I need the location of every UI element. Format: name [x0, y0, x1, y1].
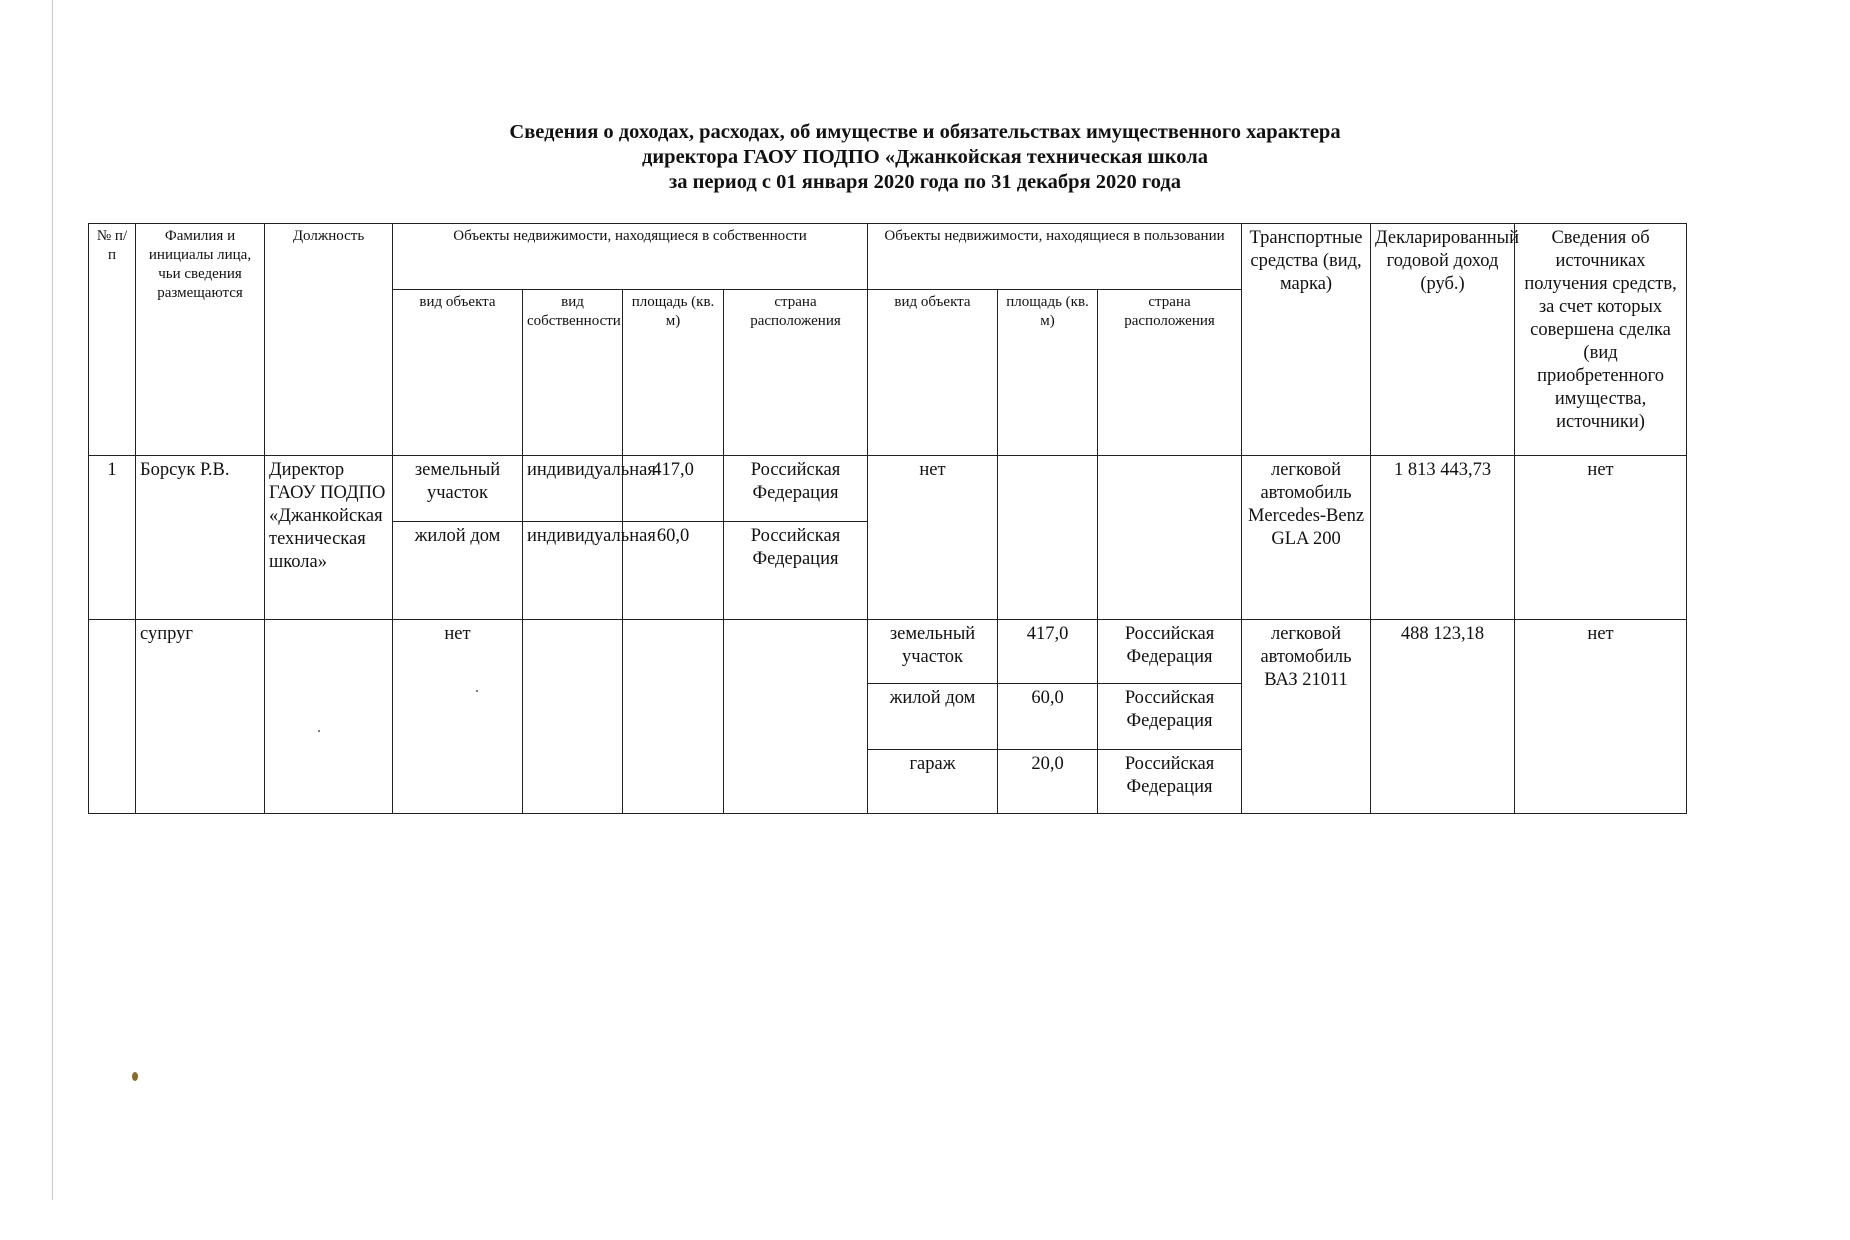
- owned-ownership: [523, 620, 623, 814]
- used-type: нет: [868, 456, 998, 620]
- header-income: Декларированный годовой доход (руб.): [1371, 224, 1515, 456]
- header-name: Фамилия и инициалы лица, чьи сведения размещаются: [136, 224, 265, 456]
- row-income: 1 813 443,73: [1371, 456, 1515, 620]
- owned-country: Российская Федерация: [724, 522, 868, 620]
- used-country: Российская Федерация: [1098, 684, 1242, 750]
- owned-type: нет: [393, 620, 523, 814]
- row-vehicles: легковой автомобиль ВАЗ 21011: [1242, 620, 1371, 814]
- used-country: [1098, 456, 1242, 620]
- header-sources: Сведения об источниках получения средств, за счет которых совершена сделка (вид приобретенного имущества, источники): [1515, 224, 1687, 456]
- row-position: [265, 620, 393, 814]
- row-sources: нет: [1515, 620, 1687, 814]
- used-type: гараж: [868, 750, 998, 814]
- used-area: [998, 456, 1098, 620]
- owned-ownership: индивидуальная: [523, 456, 623, 522]
- table-row: [89, 456, 1687, 522]
- declaration-table: [88, 223, 1687, 814]
- scan-speck: [132, 1072, 138, 1081]
- owned-area: 417,0: [623, 456, 724, 522]
- used-area: 20,0: [998, 750, 1098, 814]
- header-num: № п/п: [89, 224, 136, 456]
- header-owned-area: площадь (кв. м): [623, 290, 724, 456]
- header-owned-country: страна расположения: [724, 290, 868, 456]
- used-area: 417,0: [998, 620, 1098, 684]
- used-country: Российская Федерация: [1098, 750, 1242, 814]
- owned-area: 60,0: [623, 522, 724, 620]
- used-area: 60,0: [998, 684, 1098, 750]
- header-row-1: [89, 224, 1687, 290]
- row-name: Борсук Р.В.: [136, 456, 265, 620]
- header-position: Должность: [265, 224, 393, 456]
- row-num: 1: [89, 456, 136, 620]
- header-used-country: страна расположения: [1098, 290, 1242, 456]
- title-line-2: директора ГАОУ ПОДПО «Джанкойская техническая школа: [641, 146, 1208, 168]
- owned-country: Российская Федерация: [724, 456, 868, 522]
- title-line-1: Сведения о доходах, расходах, об имуществе и обязательствах имущественного характера: [509, 121, 1341, 143]
- used-type: земельный участок: [868, 620, 998, 684]
- header-used-area: площадь (кв. м): [998, 290, 1098, 456]
- owned-ownership: индивидуальная: [523, 522, 623, 620]
- header-used-type: вид объекта: [868, 290, 998, 456]
- header-owned-type: вид объекта: [393, 290, 523, 456]
- table-row: [89, 620, 1687, 684]
- used-type: жилой дом: [868, 684, 998, 750]
- header-owned-group: Объекты недвижимости, находящиеся в собственности: [393, 224, 868, 290]
- used-country: Российская Федерация: [1098, 620, 1242, 684]
- header-owned-ownership: вид собственности: [523, 290, 623, 456]
- row-num: [89, 620, 136, 814]
- row-position: Директор ГАОУ ПОДПО «Джанкойская техническая школа»: [265, 456, 393, 620]
- document-title: [0, 120, 1850, 195]
- owned-type: жилой дом: [393, 522, 523, 620]
- row-vehicles: легковой автомобиль Mercedes-Benz GLA 200: [1242, 456, 1371, 620]
- owned-area: [623, 620, 724, 814]
- header-vehicles: Транспортные средства (вид, марка): [1242, 224, 1371, 456]
- row-sources: нет: [1515, 456, 1687, 620]
- header-used-group: Объекты недвижимости, находящиеся в пользовании: [868, 224, 1242, 290]
- row-name: супруг: [136, 620, 265, 814]
- owned-country: [724, 620, 868, 814]
- title-line-3: за период с 01 января 2020 года по 31 декабря 2020 года: [668, 171, 1181, 193]
- owned-type: земельный участок: [393, 456, 523, 522]
- row-income: 488 123,18: [1371, 620, 1515, 814]
